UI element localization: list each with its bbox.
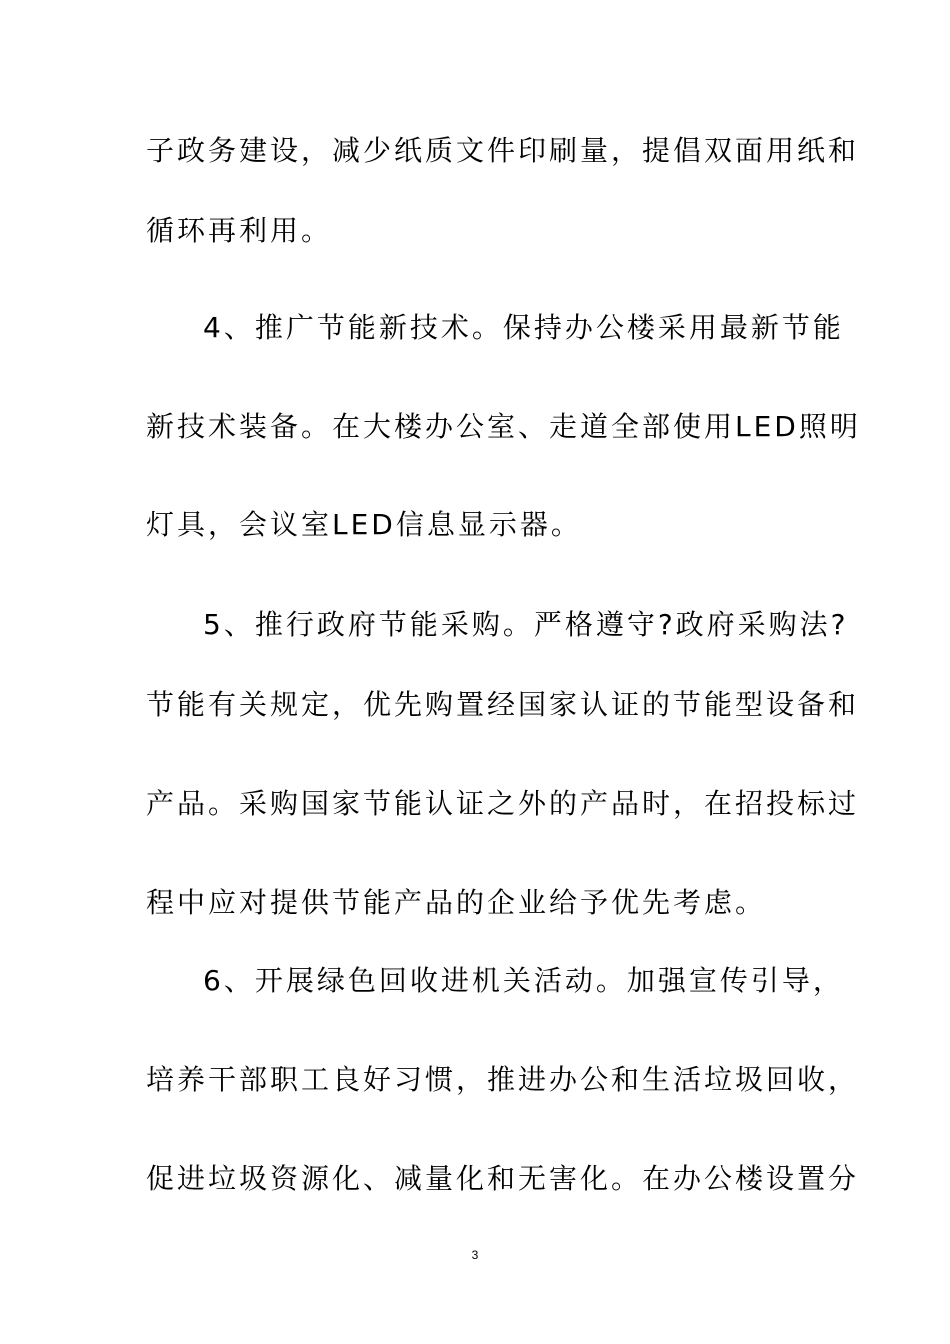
text-line-5: 灯具，会议室LED信息显示器。 (146, 508, 582, 541)
text-line-10: 6、开展绿色回收进机关活动。加强宣传引导， (203, 964, 844, 997)
text-line-11: 培养干部职工良好习惯，推进办公和生活垃圾回收， (146, 1063, 860, 1096)
text-line-12: 促进垃圾资源化、减量化和无害化。在办公楼设置分 (146, 1162, 860, 1195)
text-line-1: 子政务建设，减少纸质文件印刷量，提倡双面用纸和 (146, 134, 860, 167)
text-line-7: 节能有关规定，优先购置经国家认证的节能型设备和 (146, 688, 860, 721)
text-line-2: 循环再利用。 (146, 214, 333, 247)
text-line-6: 5、推行政府节能采购。严格遵守?政府采购法? (203, 608, 849, 641)
text-line-8: 产品。采购国家节能认证之外的产品时，在招投标过 (146, 787, 860, 820)
text-line-4: 新技术装备。在大楼办公室、走道全部使用LED照明 (146, 410, 861, 443)
page-number: 3 (471, 1248, 479, 1262)
text-line-3: 4、推广节能新技术。保持办公楼采用最新节能 (203, 311, 844, 344)
text-line-9: 程中应对提供节能产品的企业给予优先考虑。 (146, 886, 767, 919)
